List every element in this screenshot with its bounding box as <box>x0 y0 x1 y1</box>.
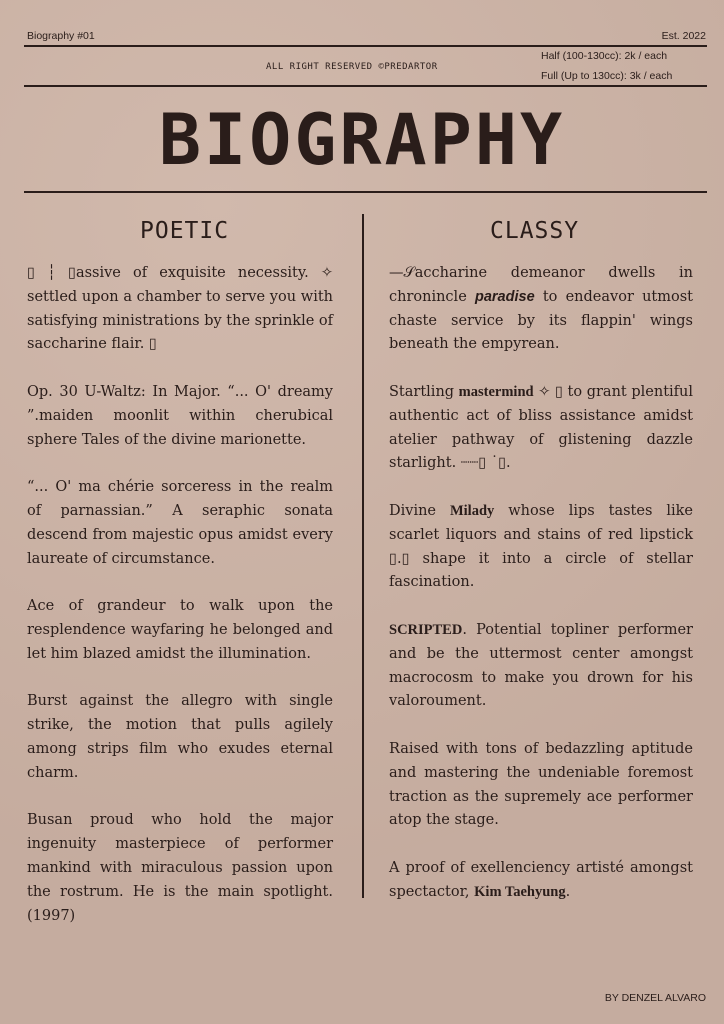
right-paragraph <box>389 381 693 476</box>
left-paragraph: Busan proud who hold the major ingenuity masterpiece of performer mankind with miraculous passion upon the rostrum. He is the main spotlight. (1997) <box>27 812 333 924</box>
left-paragraph: Op. 30 U-Waltz: In Major. “... O' dreamy ”.maiden moonlit within cherubical sphere Tales of the divine marionette. <box>27 383 333 448</box>
column-divider <box>362 214 364 898</box>
price-full: Full (Up to 130cc): 3k / each <box>541 70 673 82</box>
left-column-heading: POETIC <box>140 218 230 244</box>
mid-rule <box>24 85 707 87</box>
right-column-heading: CLASSY <box>490 218 580 244</box>
byline: BY DENZEL ALVARO <box>604 992 706 1004</box>
right-column <box>389 262 693 928</box>
text-run: ✧ ▯ to grant plentiful authentic act of bliss assistance amidst atelier pathway of glistening dazzle starlight. ┈┈▯ ˙▯. <box>389 383 693 472</box>
right-paragraph <box>389 262 693 357</box>
emphasis-text: Kim Taehyung <box>474 883 566 900</box>
right-paragraph <box>389 857 693 905</box>
established-label: Est. 2022 <box>661 30 706 42</box>
emphasis-text: paradise <box>474 288 535 305</box>
emphasis-text: Milady <box>449 502 495 519</box>
masthead-rule <box>24 191 707 193</box>
right-paragraph: Raised with tons of bedazzling aptitude and mastering the undeniable foremost traction as the supremely ace performer atop the stage. <box>389 740 693 829</box>
left-column <box>27 262 333 952</box>
text-run: to endeavor utmost chaste service by its flappin' wings beneath the empyrean. <box>389 288 693 353</box>
left-paragraph: Ace of grandeur to walk upon the resplendence wayfaring he belonged and let him blazed amidst the illumination. <box>27 598 333 662</box>
text-run: accharine demeanor dwells in chronincle <box>389 265 693 305</box>
text-run: A proof of exellenciency artisté amongst spectactor, <box>389 859 693 900</box>
text-run: Divine <box>389 502 450 519</box>
right-paragraph <box>389 619 693 714</box>
right-paragraph <box>389 500 693 595</box>
masthead-title: BIOGRAPHY <box>158 99 566 181</box>
text-run: Startling <box>389 383 459 400</box>
top-rule <box>24 45 707 47</box>
issue-label: Biography #01 <box>27 30 95 42</box>
price-half: Half (100-130cc): 2k / each <box>541 50 668 62</box>
left-paragraph: ▯ ┆ ▯assive of exquisite necessity. ✧ settled upon a chamber to serve you with satisfying ministrations by the sprinkle of saccharine flair. ▯ <box>27 265 333 353</box>
emphasis-text: SCRIPTED <box>389 621 463 638</box>
left-paragraph: Burst against the allegro with single strike, the motion that pulls agilely among strips film who exudes eternal charm. <box>27 693 333 781</box>
text-run: . <box>565 883 571 900</box>
text-run: . Potential topliner performer and be the uttermost center amongst macrocosm to make you drown for his valoroument. <box>389 621 693 710</box>
left-paragraph: “... O' ma chérie sorceress in the realm of parnassian.” A seraphic sonata descend from majestic opus amidst every laureate of circumstance. <box>27 479 333 567</box>
emphasis-text: mastermind <box>458 383 534 400</box>
text-run: whose lips tastes like scarlet liquors and stains of red lipstick ▯.▯ shape it into a circle of stellar fascination. <box>389 502 693 591</box>
rights-notice: ALL RIGHT RESERVED ©PREDARTOR <box>266 62 438 72</box>
decorative-initial: —𝒮 <box>389 265 415 281</box>
